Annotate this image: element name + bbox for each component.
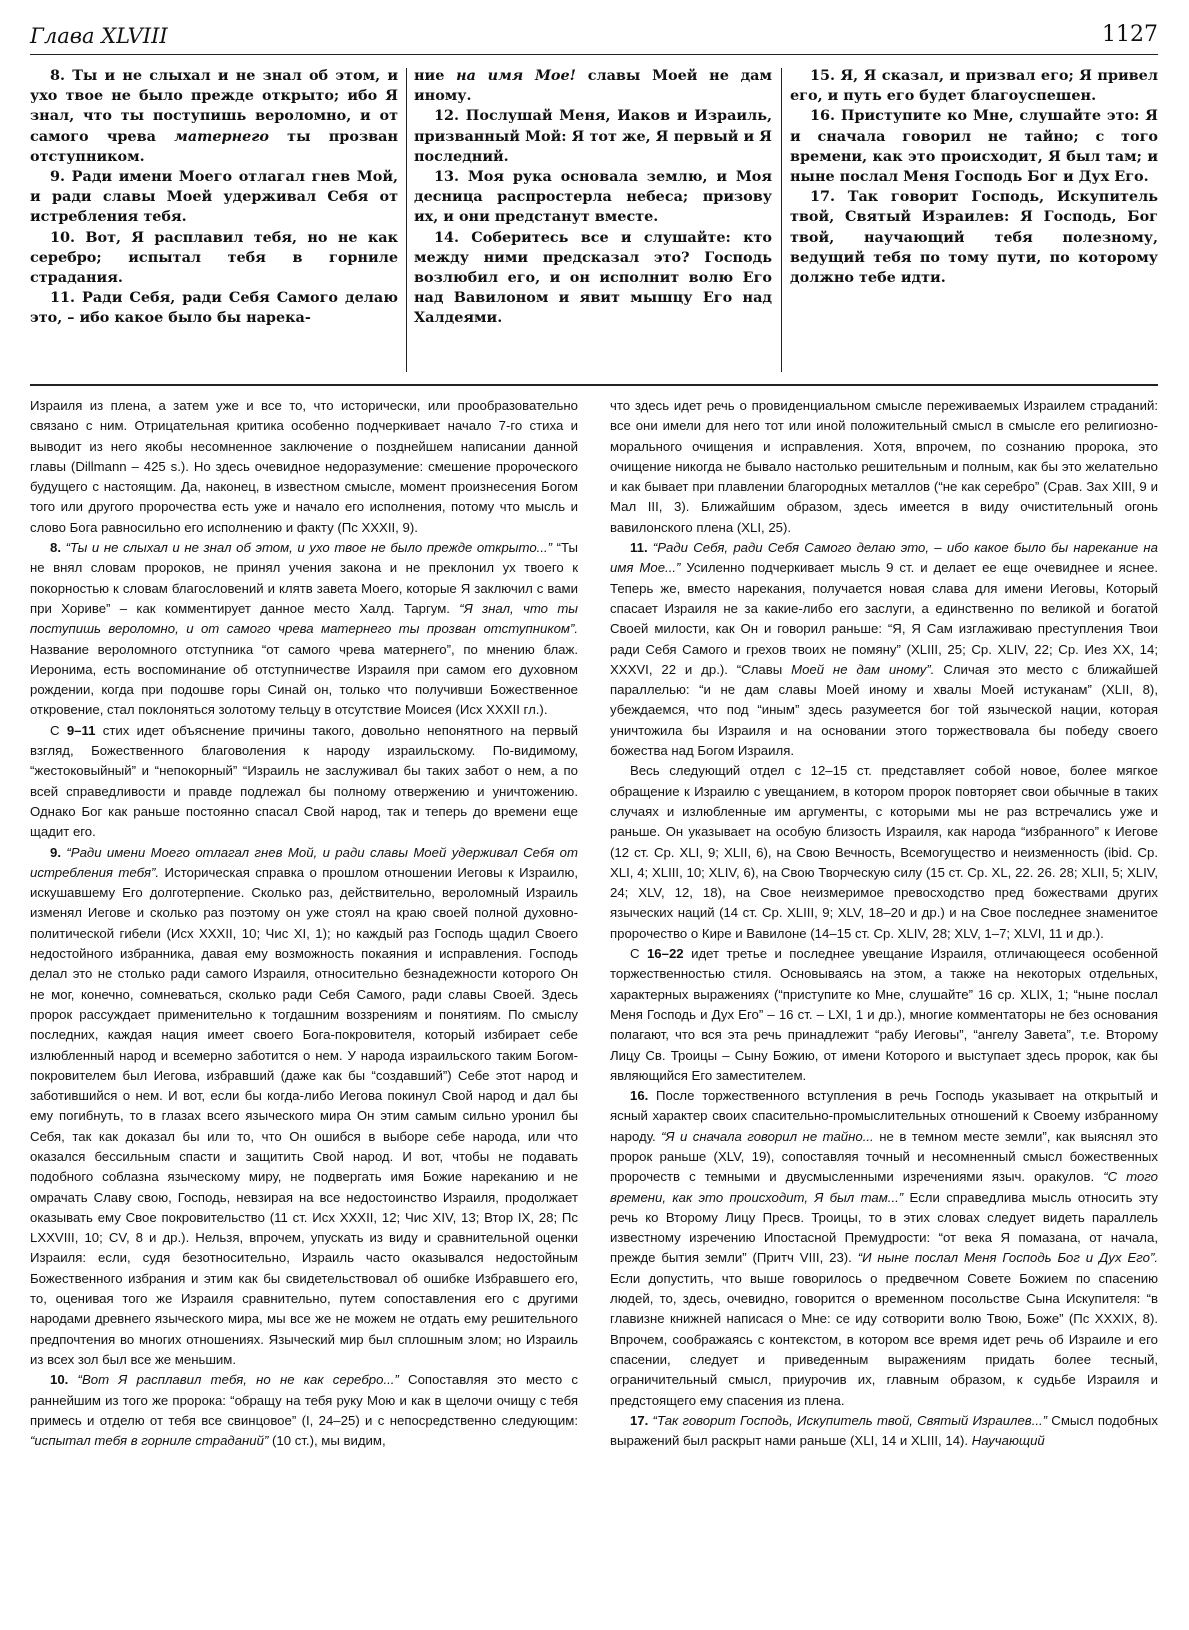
commentary-paragraph: 11. “Ради Себя, ради Себя Самого делаю это, – ибо какое было бы нарекание на имя Мое...” Усиленно подчеркивает мысль 9 ст. и делает ее еще очевиднее и яснее. Теперь же, вместо нарекания, получается новая слава для имени Иеговы, Который спасает Израиля не за какие-либо его заслуги, а единственно по великой и богатой Своей милости, как Он и говорил раньше: “Я, Я Сам изглаживаю преступления Твои ради Себя Самого и грехов твоих не помяну” (XLIII, 25; Ср. XLIV, 22; Ср. Иез XX, 14; XXXVI, 22 и др.). “Славы Моей не дам иному”. Сличая это место с ближайшей параллелью: “и не дам славы Моей иному и хвалы Моей истуканам” (XLII, 8), убеждаемся, что под “иным” здесь разумеется бог той языческой нации, которая уничтожила бы Израиля и на основании этого торжествовала бы победу своего божества над Богом Израиля. — [610, 540, 1158, 759]
page-number: 1127 — [1102, 22, 1158, 47]
chapter-title: Глава XLVIII — [30, 24, 168, 48]
commentary-paragraph: 16. После торжественного вступления в речь Господь указывает на открытый и ясный характер своих спасительно-промыслительных отношений к Своему избранному народу. “Я и сначала говорил не тайно... не в темном месте земли”, как выяснял это пророк раньше (XLV, 19), сопоставляя точный и несомненный смысл божественных пророчеств с темными и двусмысленными изречениями языч. оракулов. “С того времени, как это происходит, Я был там...” Если справедлива мысль относить эту речь ко Второму Лицу Пресв. Троицы, то в этих словах следует видеть параллель известному изречению Ипостасной Премудрости: “от века Я помазана, от начала, прежде бытия земли” (Притч VIII, 23). “И ныне послал Меня Господь Бог и Дух Его”. Если допустить, что выше говорилось о предвечном Совете Божием по спасению людей, то, здесь, очевидно, говорится о временном посольстве Сына Искупителя: “в главизне книжней написася о Мне: се иду сотворити волю Твою, Боже” (Пс XXXIX, 8). Впрочем, соображаясь с контекстом, в котором все время идет речь об Израиле и его спасении, следует и приведенным выражениям придать более тесный, ограничительный смысл, приурочив их, главным образом, к судьбе Израиля и предстоящего ему спасения из плена. — [610, 1088, 1158, 1408]
scripture-column-2 — [414, 66, 772, 329]
commentary-paragraph: Весь следующий отдел с 12–15 ст. представляет собой новое, более мягкое обращение к Израилю с увещанием, в котором пророк повторяет свои обычные в таких случаях и излюбленные им аргументы, с которыми мы не раз встречались уже и раньше. Он указывает на особую близость Израиля, как народа “избранного” к Иегове (12 ст. Ср. XLI, 9; XLII, 6), на Свою Вечность, Всемогущество и неизменность (ibid. Ср. XLI, 4; XLIII, 10; XLIV, 6), на Свою Творческую силу (15 ст. Ср. XL, 22. 26. 28; XLII, 5; XLIV, 24; XLV, 12, 18), на Свое неизмеримое превосходство пред божествами других языческих наций (14 ст. Ср. XLIII, 9; XLV, 18–20 и др.) и на Свое последнее знаменитое пророчество о Кире и Вавилоне (14–15 ст. Ср. XLIV, 28; XLV, 1–7; XLVI, 11 и др.). — [610, 763, 1158, 941]
commentary-paragraph: 9. “Ради имени Моего отлагал гнев Мой, и ради славы Моей удерживал Себя от истребления тебя”. Историческая справка о прошлом отношении Иеговы к Израилю, искушавшему Его долготерпение. Сколько раз, действительно, вероломный Израиль изменял Иегове и сколько раз поэтому он уже стоял на краю своей полной духовно-политической гибели (Исх XXXII, 10; Чис XI, 1); но каждый раз Господь щадил Своего недостойного избранника, давая ему возможность покаяния и исправления. Господь делал это не столько ради самого Израиля, относительно безнадежности которого Он не мог, конечно, сомневаться, сколько ради Себя Самого, ради славы Своей. Здесь пророк рассуждает применительно к тогдашним воззрениям и понятиям. По смыслу последних, каждая нация имеет своего Бога-покровителя, который избирает себе излюбленный народ и всемерно заботится о нем. У народа израильского таким Богом-покровителем был Иегова, избравший (даже как бы “создавший”) Себе этот народ и заботившийся о нем. И вот, если бы когда-либо Иегова покинул Свой народ и дал бы ему погибнуть, то в глазах всего языческого мира Он этим самым сильно уронил бы Себя, так как доказал бы или то, что Он ошибся в выборе себе народа, или что оказался бессильным спасти и защитить Свой народ. И вот, чтобы не подавать подобного соблазна языческому миру, не подвергать имя Божие нареканию и не омрачать Славу свою, Господь, невзирая на все недостоинство Израиля, продолжает оказывать ему Свое покровительство (11 ст. Исх XXXII, 12; Чис XIV, 13; Втор IX, 28; Пс LXXVIII, 10; CV, 8 и др.). Нельзя, впрочем, упускать из виду и сравнительной оценки Израиля: если, судя безотносительно, Израиль часто оказывался недостойным Божественного избрания и этим как бы свидетельствовал об ошибке Избравшего его, то, оценивая того же Израиля сравнительно, путем сопоставления его с другими народами древнего языческого мира, мы все же не можем не отдать ему решительного предпочтения во многих отношениях. Языческий мир был сплошным злом; но Израиль из всех зол был все же меньшим. — [30, 844, 578, 1367]
verse-13: 13. Моя рука основала землю, и Моя десница распростерла небеса; призову их, и они предстанут вместе. — [414, 168, 772, 226]
verse-9: 9. Ради имени Моего отлагал гнев Мой, и ради славы Моей удерживал Себя от истребления тебя. — [30, 168, 398, 226]
verse-11-continued: ние на имя Мое! славы Моей не дам иному. — [414, 67, 772, 105]
running-header — [30, 18, 1158, 55]
commentary-paragraph: С 16–22 идет третье и последнее увещание Израиля, отличающееся особенной торжественностью стиля. Основываясь на этом, а также на некоторых отдельных, характерных выражениях (“приступите ко Мне, слушайте” 16 ср. XLIX, 1; “ныне послал Меня Господь и Дух Его” – 16 ст. – LXI, 1 и др.), многие комментаторы не без основания полагают, что вся эта речь принадлежит “рабу Иеговы”, “ангелу Завета”, т.е. Второму Лицу Св. Троицы – Сыну Божию, от имени Которого и выступает здесь пророк, как бы являющийся Его заместителем. — [610, 946, 1158, 1083]
commentary-paragraph: 8. “Ты и не слыхал и не знал об этом, и ухо твое не было прежде открыто...” “Ты не внял словам пророков, не принял учения закона и не преклонил ух твоего к покорностью к словам благословений и клятв завета Моего, которые Я заключил с вами при Хориве” – как комментирует данное место Халд. Таргум. “Я знал, что ты поступишь вероломно, и от самого чрева матернего ты прозван отступником”. Название вероломного отступника “от самого чрева матернего”, по мнению блаж. Иеронима, есть воспоминание об отступничестве Израиля при самом его духовном рождении, когда при подошве горы Синай он, только что получивши Божественное откровение, стал поклоняться золотому тельцу в отсутствие Моисея (Исх XXXII гл.). — [30, 540, 578, 718]
verse-12: 12. Послушай Меня, Иаков и Израиль, призванный Мой: Я тот же, Я первый и Я последний. — [414, 107, 772, 165]
scripture-column-3 — [790, 66, 1158, 288]
section-divider — [30, 384, 1158, 386]
column-divider — [781, 68, 782, 372]
commentary-column-right — [610, 396, 1158, 1621]
commentary-paragraph: 17. “Так говорит Господь, Искупитель твой, Святый Израилев...” Смысл подобных выражений был раскрыт нами раньше (XLI, 14 и XLIII, 14). Научающий — [610, 1412, 1158, 1449]
verse-17: 17. Так говорит Господь, Искупитель твой, Святый Израилев: Я Господь, Бог твой, научающий тебя полезному, ведущий тебя по тому пути, по которому должно тебе идти. — [790, 188, 1158, 287]
verse-10: 10. Вот, Я расплавил тебя, но не как серебро; испытал тебя в горниле страдания. — [30, 228, 398, 287]
verse-16: 16. Приступите ко Мне, слушайте это: Я и сначала говорил не тайно; с того времени, как это происходит, Я был там; и ныне послал Меня Господь Бог и Дух Его. — [790, 107, 1158, 186]
commentary-paragraph: С 9–11 стих идет объяснение причины такого, довольно непонятного на первый взгляд, Божественного благоволения к народу израильскому. По-видимому, “жестоковыйный” и “непокорный” “Израиль не заслуживал бы таких забот о нем, а по всей справедливости и правде подлежал бы полному отвержению и уничтожению. Однако Бог как раньше постоянно спасал Свой народ, так и теперь до времени еще щадит его. — [30, 722, 578, 840]
commentary — [30, 396, 1158, 1621]
commentary-paragraph: Израиля из плена, а затем уже и все то, что исторически, или прообразовательно связано с ним. Отрицательная критика особенно подчеркивает начало 7-го стиха и выводит из него якобы несомненное заключение о позднейшем написании данной главы (Dillmann – 425 s.). Но здесь очевидное недоразумение: смешение пророческого будущего с настоящим. Да, наконец, в известном смысле, момент произнесения Богом того или другого пророчества есть уже и начало его исполнения, потому что мысль и слово Бога равносильно его исполнению и факту (Пс XXXII, 9). — [30, 398, 578, 535]
scripture-text — [30, 66, 1158, 374]
commentary-paragraph: 10. “Вот Я расплавил тебя, но не как серебро...” Сопоставляя это место с раннейшим из того же пророка: “обращу на тебя руку Мою и как в щелочи очищу с тебя примесь и отделю от тебя все свинцовое” (I, 24–25) и с непосредственно следующим: “испытал тебя в горниле страданий” (10 ст.), мы видим, — [30, 1372, 578, 1449]
verse-8: 8. Ты и не слыхал и не знал об этом, и ухо твое не было прежде открыто; ибо Я знал, что ты поступишь вероломно, и от самого чрева матернего ты прозван отступником. — [30, 67, 398, 165]
scripture-column-1 — [30, 66, 398, 329]
verse-15: 15. Я, Я сказал, и призвал его; Я привел его, и путь его будет благоуспешен. — [790, 67, 1158, 105]
commentary-column-left — [30, 396, 578, 1621]
commentary-paragraph: что здесь идет речь о провиденциальном смысле переживаемых Израилем страданий: все они имели для него тот или иной положительный смысл в смысле его религиозно-морального очищения и исправления. Хотя, впрочем, по сознанию пророка, это очищение никогда не бывало настолько решительным и полным, как бы это желательно и как бывает при плавлении благородных металлов (“не как серебро” (Срав. Зах XIII, 9 и Мал III, 3). Ближайшим образом, здесь имеется в виду очистительный огонь вавилонского плена (XLI, 25). — [610, 398, 1158, 535]
verse-14: 14. Соберитесь все и слушайте: кто между ними предсказал это? Господь возлюбил его, и он исполнит волю Его над Вавилоном и явит мышцу Его над Халдеями. — [414, 228, 772, 327]
column-divider — [406, 68, 407, 372]
verse-11: 11. Ради Себя, ради Себя Самого делаю это, – ибо какое было бы нарека- — [30, 289, 398, 327]
